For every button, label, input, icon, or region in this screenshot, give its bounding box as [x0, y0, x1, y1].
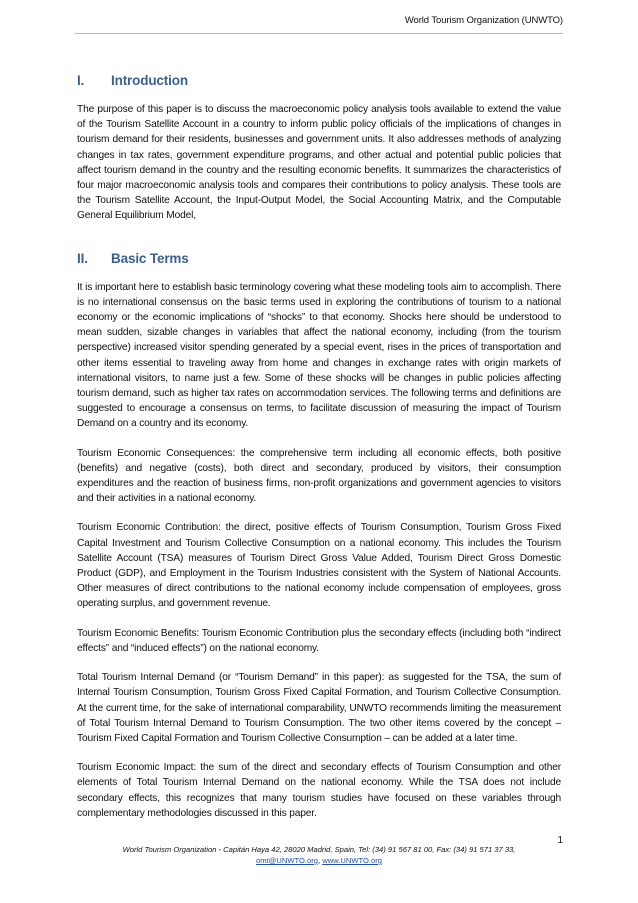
- intro-paragraph: The purpose of this paper is to discuss the macroeconomic policy analysis tools available to extend the value of the Tourism Satellite Account in a country to inform public policy officials of the implications of changes in tourism demand for their residents, businesses and government units. It also addresses methods of analyzing changes in tax rates, government expenditure programs, and other actual and potential public policies that affect tourism demand in the country and the resulting economic benefits. It summarizes the characteristics of four major macroeconomic analysis tools and compares their contributions to policy analysis. These tools are the Tourism Satellite Account, the Input-Output Model, the Social Accounting Matrix, and the Computable General Equilibrium Model,: [77, 104, 561, 222]
- footer-email-link[interactable]: omt@UNWTO.org: [255, 856, 318, 865]
- definition-total-demand: Total Tourism Internal Demand (or “Tourism Demand” in this paper): as suggested for the TSA, the sum of Internal Tourism Consumption, Tourism Gross Fixed Capital Formation, and Tourism Collective Consumption. At the current time, for the sake of international comparability, UNWTO recommends limiting the measurement of Total Tourism Internal Demand to Tourism Consumption. The two other items covered by the concept – Tourism Fixed Capital Formation and Tourism Collective Consumption – can be added at a later time.: [77, 672, 561, 744]
- definition-consequences: Tourism Economic Consequences: the comprehensive term including all economic effects, both positive (benefits) and negative (costs), both direct and secondary, produced by visitors, their consumption expenditures and the reaction of business firms, non-profit organizations and government agencies to visitors and their activities in a national economy.: [77, 447, 561, 505]
- footer-website-link[interactable]: www.UNWTO.org: [322, 856, 382, 865]
- definition-contribution: Tourism Economic Contribution: the direct, positive effects of Tourism Consumption, Tourism Gross Fixed Capital Investment and Tourism Collective Consumption on a national economy. This includes the Tourism Satellite Account (TSA) measures of Tourism Direct Gross Value Added, Tourism Direct Gross Domestic Product (GDP), and Employment in the Tourism Industries consistent with the System of National Accounts. Other measures of direct contributions to the national economy include compensation of employees, gross operating surplus, and government revenue.: [77, 522, 561, 610]
- section-number: I.: [77, 73, 85, 88]
- section-spacer: [77, 238, 561, 250]
- section-heading-introduction: [77, 72, 561, 89]
- page-number: 1: [557, 835, 563, 846]
- section-heading-basic-terms: [77, 250, 561, 267]
- footer-address: World Tourism Organization - Capitán Haya 42, 28020 Madrid, Spain, Tel: (34) 91 567 81 00, Fax: (34) 91 571 37 33,: [122, 845, 516, 854]
- footer-links: [0, 855, 638, 866]
- section-title: Basic Terms: [111, 250, 189, 266]
- section-number: II.: [77, 250, 88, 266]
- header-organization: World Tourism Organization (UNWTO): [404, 15, 563, 26]
- definition-benefits: Tourism Economic Benefits: Tourism Economic Contribution plus the secondary effects (including both “indirect effects” and “induced effects”) on the national economy.: [77, 627, 561, 654]
- footer-separator: ,: [317, 856, 323, 865]
- section-title: Introduction: [111, 73, 188, 88]
- page-footer: [0, 844, 638, 866]
- definition-impact: Tourism Economic Impact: the sum of the direct and secondary effects of Tourism Consumption and other elements of Total Tourism Internal Demand on the national economy. While the TSA does not include secondary effects, this recognizes that many tourism studies have focused on these variables through complementary methodologies discussed in this paper.: [77, 762, 561, 819]
- document-body: [77, 72, 561, 835]
- header-divider: [75, 33, 563, 34]
- basic-terms-paragraph: It is important here to establish basic terminology covering what these modeling tools aim to accomplish. There is no international consensus on the basic terms used in exploring the contributions of tourism to a national economy or the economic implications of “shocks” to that economy. Shocks here should be understood to mean sudden, sizable changes in variables that affect the national economy, including (from the tourism perspective) increased visitor spending generated by a special event, rises in the prices of transportation and other items essential to traveling away from home and changes in exchange rates with origin markets of international visitors, to name just a few. Some of these shocks will be changes in public policies affecting tourism demand, such as higher tax rates on accommodation services. The following terms and definitions are suggested to encourage a consensus on terms, to facilitate discussion of measuring the impact of Tourism Demand on a country and its economy.: [77, 281, 561, 430]
